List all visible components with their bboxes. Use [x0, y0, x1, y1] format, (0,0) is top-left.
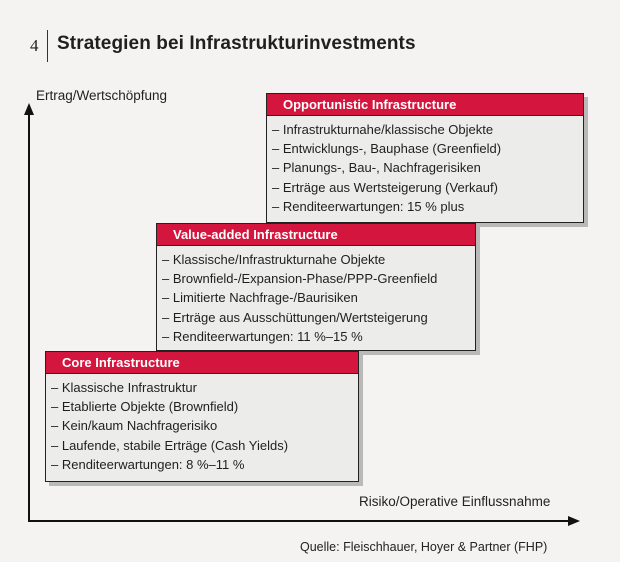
- opportunistic-infrastructure-box: [266, 93, 584, 223]
- list-item: – Kein/kaum Nachfragerisiko: [51, 416, 358, 435]
- strategy-list: [267, 116, 583, 216]
- page-title: Strategien bei Infrastrukturinvestments: [57, 33, 416, 54]
- strategy-list: [46, 374, 358, 474]
- list-item: – Brownfield-/Expansion-Phase/PPP-Greenfield: [162, 269, 475, 288]
- page-number: 4: [30, 36, 39, 55]
- list-item: – Infrastrukturnahe/klassische Objekte: [272, 120, 583, 139]
- list-item: – Planungs-, Bau-, Nachfragerisiken: [272, 158, 583, 177]
- list-item: – Limitierte Nachfrage-/Baurisiken: [162, 288, 475, 307]
- box-header: Value-added Infrastructure: [157, 224, 475, 246]
- box-header: Core Infrastructure: [46, 352, 358, 374]
- x-axis-arrowhead: [568, 516, 580, 526]
- list-item: – Entwicklungs-, Bauphase (Greenfield): [272, 139, 583, 158]
- y-axis-label: Ertrag/Wertschöpfung: [36, 88, 168, 103]
- x-axis-label: Risiko/Operative Einflussnahme: [359, 494, 551, 509]
- y-axis-arrowhead: [24, 103, 34, 115]
- source-note: Quelle: Fleischhauer, Hoyer & Partner (FHP): [300, 540, 548, 554]
- value-added-infrastructure-box: [156, 223, 476, 351]
- list-item: – Erträge aus Wertsteigerung (Verkauf): [272, 178, 583, 197]
- list-item: – Etablierte Objekte (Brownfield): [51, 397, 358, 416]
- list-item: – Renditeerwartungen: 11 %–15 %: [162, 327, 475, 346]
- list-item: – Erträge aus Ausschüttungen/Wertsteigerung: [162, 308, 475, 327]
- list-item: – Klassische Infrastruktur: [51, 378, 358, 397]
- list-item: – Klassische/Infrastrukturnahe Objekte: [162, 250, 475, 269]
- strategy-list: [157, 246, 475, 346]
- list-item: – Renditeerwartungen: 15 % plus: [272, 197, 583, 216]
- list-item: – Renditeerwartungen: 8 %–11 %: [51, 455, 358, 474]
- core-infrastructure-box: [45, 351, 359, 482]
- list-item: – Laufende, stabile Erträge (Cash Yields): [51, 436, 358, 455]
- box-header: Opportunistic Infrastructure: [267, 94, 583, 116]
